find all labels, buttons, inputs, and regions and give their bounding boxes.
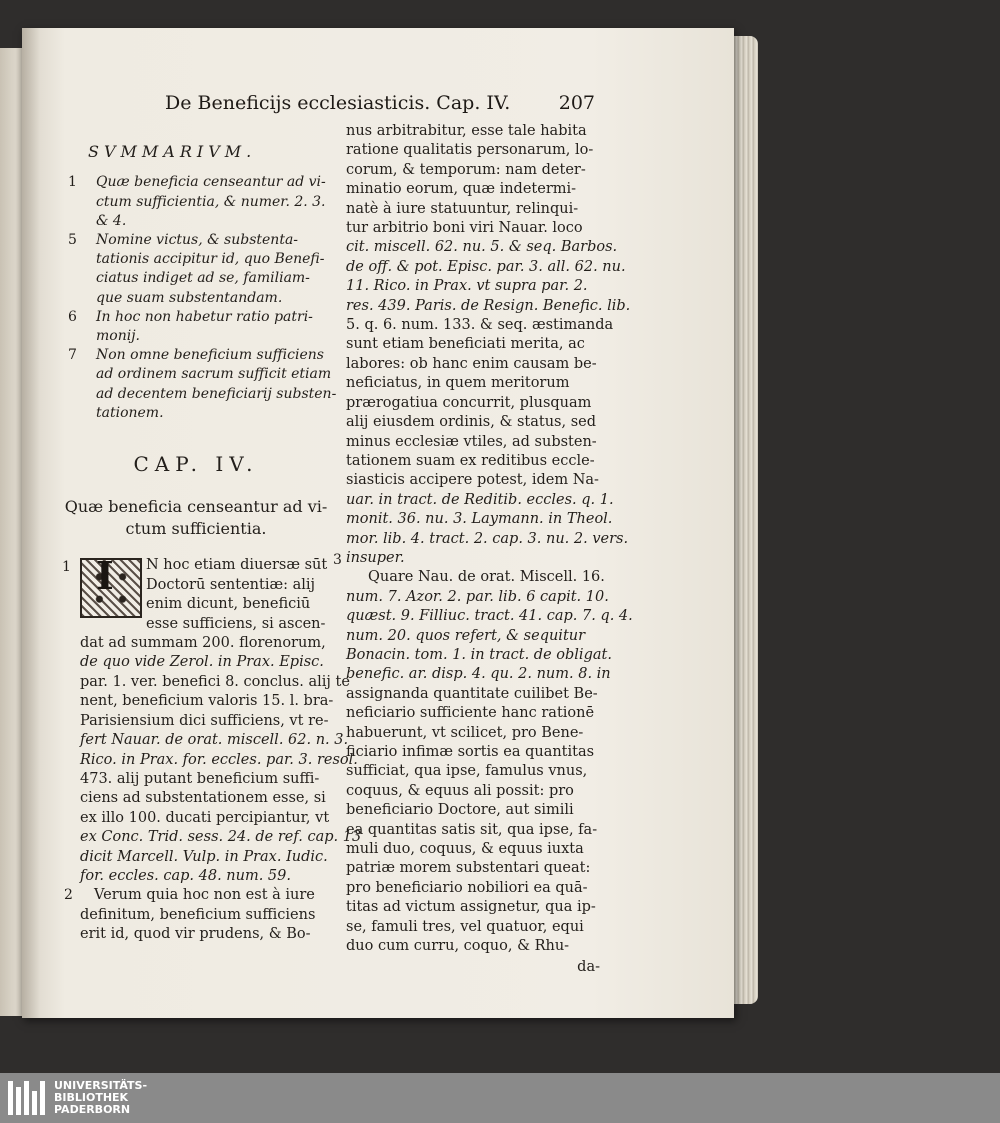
text-line: minus ecclesiæ vtiles, ad substen- xyxy=(346,433,597,450)
text-line: beneficiario Doctore, aut simili xyxy=(346,802,574,819)
text-line: siasticis accipere potest, idem Na- xyxy=(346,472,599,489)
text-line: patriæ morem substentari queat: xyxy=(346,860,591,877)
text-line: coquus, & equus ali possit: pro xyxy=(346,782,574,799)
gutter-shadow xyxy=(22,28,40,1018)
summary-line: In hoc non habetur ratio patri- xyxy=(96,308,313,325)
paragraph-2 xyxy=(60,886,332,944)
text-line: enim dicunt, beneficiū xyxy=(146,596,311,613)
chapter-title-line: Quæ beneficia censeantur ad vi- xyxy=(64,497,328,517)
text-line: uar. in tract. de Reditib. eccles. q. 1. xyxy=(346,491,614,508)
opening-paragraph xyxy=(60,553,332,634)
summary-line: ad decentem beneficiarij substen- xyxy=(96,385,337,402)
library-name-line: BIBLIOTHEK xyxy=(54,1091,129,1104)
marginal-number: 2 xyxy=(64,887,73,904)
chapter-title-line: ctum sufficientia. xyxy=(125,519,267,539)
text-line: assignanda quantitate cuilibet Be- xyxy=(346,685,598,702)
text-line: 473. alij putant beneficium suffi- xyxy=(80,770,320,787)
text-line: habuerunt, vt scilicet, pro Bene- xyxy=(346,724,584,741)
text-line: N hoc etiam diuersæ sūt xyxy=(146,557,328,574)
summary-item xyxy=(60,346,337,423)
text-line: alij eiusdem ordinis, & status, sed xyxy=(346,414,597,431)
text-line: Quare Nau. de orat. Miscell. 16. xyxy=(368,569,605,586)
text-line: num. 7. Azor. 2. par. lib. 6 capit. 10. xyxy=(346,588,609,605)
text-line: Bonacin. tom. 1. in tract. de obligat. xyxy=(346,646,612,663)
summary-line: Non omne beneficium sufficiens xyxy=(96,347,324,364)
text-line: prærogatiua concurrit, plusquam xyxy=(346,394,592,411)
summary-line: monij. xyxy=(96,328,140,345)
summary-number: 5 xyxy=(68,232,77,249)
text-line: dicit Marcell. Vulp. in Prax. Iudic. xyxy=(80,848,328,865)
running-head-title: De Beneficijs ecclesiasticis. Cap. IV. xyxy=(165,92,511,114)
summary-line: Nomine victus, & substenta- xyxy=(96,232,299,249)
text-line: esse sufficiens, si ascen- xyxy=(146,615,326,632)
summarium-heading: SVMMARIVM. xyxy=(88,142,257,161)
text-line: neficiatus, in quem meritorum xyxy=(346,375,570,392)
chapter-title xyxy=(60,496,332,540)
text-line: sunt etiam beneficiati merita, ac xyxy=(346,336,585,353)
right-column xyxy=(346,122,633,978)
summary-line: tationem. xyxy=(96,404,164,421)
text-line: tur arbitrio boni viri Nauar. loco xyxy=(346,220,583,237)
decorated-initial xyxy=(80,553,142,618)
text-line: for. eccles. cap. 48. num. 59. xyxy=(80,867,291,884)
summary-number: 1 xyxy=(68,174,77,191)
text-line: cit. miscell. 62. nu. 5. & seq. Barbos. xyxy=(346,239,618,256)
text-line: ficiario infimæ sortis ea quantitas xyxy=(346,744,595,760)
summary-line: ad ordinem sacrum sufficit etiam xyxy=(96,366,332,383)
text-line: labores: ob hanc enim causam be- xyxy=(346,355,597,372)
summary-number: 6 xyxy=(68,308,77,325)
page-number: 207 xyxy=(558,92,595,114)
text-line: benefic. ar. disp. 4. qu. 2. num. 8. in xyxy=(346,666,611,683)
text-line: res. 439. Paris. de Resign. Benefic. lib. xyxy=(346,297,631,314)
summary-item xyxy=(60,231,332,308)
text-line: de quo vide Zerol. in Prax. Episc. xyxy=(80,654,324,671)
summary-item xyxy=(60,173,332,231)
library-name-line: UNIVERSITÄTS- xyxy=(54,1079,148,1092)
summary-line: tationis accipitur id, quo Benefi- xyxy=(96,251,325,268)
text-line: dat ad summam 200. florenorum, xyxy=(80,635,326,652)
text-line: ratione qualitatis personarum, lo- xyxy=(346,142,594,159)
text-line: definitum, beneficium sufficiens xyxy=(80,906,316,923)
text-line: ex Conc. Trid. sess. 24. de ref. cap. 13 xyxy=(80,829,362,846)
chapter-heading: CAP. IV. xyxy=(133,452,259,477)
text-line: fert Nauar. de orat. miscell. 62. n. 3. xyxy=(80,732,349,749)
library-name-line: PADERBORN xyxy=(54,1103,131,1116)
text-line: insuper. xyxy=(346,549,405,566)
text-line: Doctorū sententiæ: alij xyxy=(146,576,316,593)
summary-line: Quæ beneficia censeantur ad vi- xyxy=(96,174,326,191)
summary-line: & 4. xyxy=(96,212,127,229)
summary-line: ciatus indiget ad se, familiam- xyxy=(96,270,310,287)
text-line: natè à iure statuuntur, relinqui- xyxy=(346,200,579,217)
text-line: Parisiensium dici sufficiens, vt re- xyxy=(80,712,329,729)
text-line: 5. q. 6. num. 133. & seq. æstimanda xyxy=(346,317,614,334)
text-line: monit. 36. nu. 3. Laymann. in Theol. xyxy=(346,511,613,528)
paragraph-continued xyxy=(60,634,362,886)
library-logo-icon xyxy=(8,1081,48,1115)
text-line: se, famuli tres, vel quatuor, equi xyxy=(346,918,584,935)
text-line: ciens ad substentationem esse, si xyxy=(80,790,326,807)
text-line: mor. lib. 4. tract. 2. cap. 3. nu. 2. vers. xyxy=(346,530,629,547)
text-line: ex illo 100. ducati percipiantur, vt xyxy=(80,809,330,826)
summary-number: 7 xyxy=(68,347,77,364)
text-line: tationem suam ex reditibus eccle- xyxy=(346,452,595,469)
running-head xyxy=(165,92,595,118)
text-line: de off. & pot. Episc. par. 3. all. 62. nu. xyxy=(346,258,626,275)
library-name xyxy=(54,1080,147,1116)
text-line: nent, beneficium valoris 15. l. bra- xyxy=(80,693,334,710)
catchword: da- xyxy=(577,959,600,976)
text-line: par. 1. ver. benefici 8. conclus. alij te xyxy=(80,673,350,690)
text-line: pro beneficiario nobiliori ea quā- xyxy=(346,879,588,896)
text-line: 11. Rico. in Prax. vt supra par. 2. xyxy=(346,278,588,295)
text-line: neficiario sufficiente hanc rationē xyxy=(346,705,595,722)
left-column xyxy=(60,142,362,945)
initial-letter: I xyxy=(96,553,114,599)
text-line: corum, & temporum: nam deter- xyxy=(346,161,586,178)
text-line: minatio eorum, quæ indetermi- xyxy=(346,181,577,198)
text-line: Verum quia hoc non est à iure xyxy=(94,887,315,904)
text-line: quæst. 9. Filliuc. tract. 41. cap. 7. q. 4. xyxy=(346,608,633,625)
text-line: num. 20. quos refert, & sequitur xyxy=(346,627,586,644)
text-line: Rico. in Prax. for. eccles. par. 3. resol. xyxy=(80,751,358,768)
text-line: nus arbitrabitur, esse tale habita xyxy=(346,123,587,139)
text-line: sufficiat, qua ipse, famulus vnus, xyxy=(346,763,588,780)
marginal-number: 1 xyxy=(62,559,71,576)
text-line: titas ad victum assignetur, qua ip- xyxy=(346,899,596,916)
marginal-number: 3 xyxy=(333,552,342,568)
text-line: erit id, quod vir prudens, & Bo- xyxy=(80,926,311,943)
summary-item xyxy=(60,308,332,346)
summary-line: ctum sufficientia, & numer. 2. 3. xyxy=(96,193,326,210)
summary-line: que suam substentandam. xyxy=(96,289,283,306)
text-line: duo cum curru, coquo, & Rhu- xyxy=(346,938,570,955)
library-footer-bar xyxy=(0,1073,1000,1123)
text-line: ea quantitas satis sit, qua ipse, fa- xyxy=(346,821,598,838)
text-line: muli duo, coquus, & equus iuxta xyxy=(346,841,584,858)
